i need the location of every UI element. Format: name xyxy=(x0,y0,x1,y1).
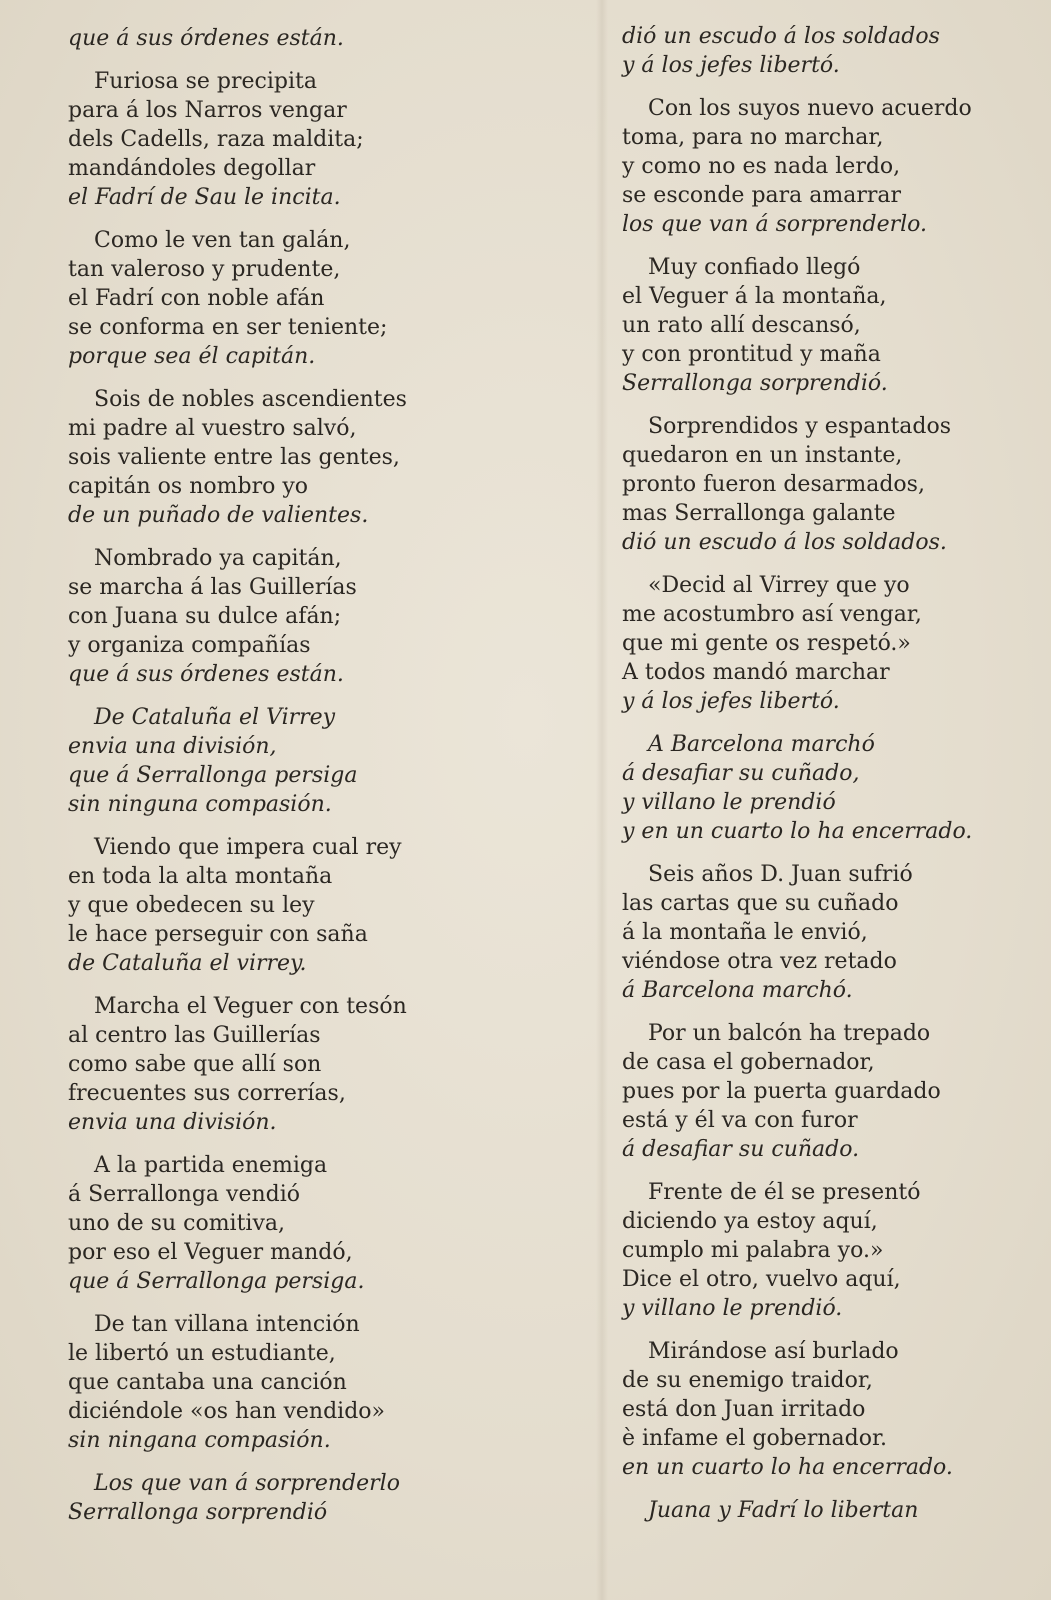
stanza xyxy=(622,1019,1002,1164)
verse-line: un rato allí descansó, xyxy=(622,313,861,338)
verse-line: á Serrallonga vendió xyxy=(68,1182,301,1207)
stanza xyxy=(622,860,1002,1005)
verse-line: mandándoles degollar xyxy=(68,156,316,181)
verse-line: y con prontitud y maña xyxy=(622,342,881,367)
verse-line: De Cataluña el Virrey xyxy=(94,705,336,730)
page-fold-shadow xyxy=(596,0,608,1600)
verse-line: por eso el Veguer mandó, xyxy=(68,1240,353,1265)
verse-line: el Fadrí con noble afán xyxy=(68,286,325,311)
stanza xyxy=(68,703,448,819)
verse-line: se conforma en ser teniente; xyxy=(68,315,388,340)
verse-line: á Barcelona marchó. xyxy=(622,978,853,1003)
verse-line: mas Serrallonga galante xyxy=(622,501,896,526)
verse-line: Con los suyos nuevo acuerdo xyxy=(648,96,972,121)
verse-line: Nombrado ya capitán, xyxy=(94,546,342,571)
verse-line: que á sus órdenes están. xyxy=(68,26,344,51)
verse-line: pronto fueron desarmados, xyxy=(622,472,925,497)
verse-line: y villano le prendió. xyxy=(622,1296,843,1321)
verse-line: dels Cadells, raza maldita; xyxy=(68,127,364,152)
verse-line: A la partida enemiga xyxy=(94,1153,328,1178)
verse-line: y en un cuarto lo ha encerrado. xyxy=(622,819,973,844)
stanza xyxy=(68,1151,448,1296)
verse-line: Serrallonga sorprendió. xyxy=(622,371,888,396)
verse-line: á la montaña le envió, xyxy=(622,920,868,945)
verse-line: le libertó un estudiante, xyxy=(68,1341,336,1366)
verse-line: el Fadrí de Sau le incita. xyxy=(68,185,341,210)
verse-line: para á los Narros vengar xyxy=(68,98,347,123)
verse-line: Sois de nobles ascendientes xyxy=(94,387,407,412)
verse-line: las cartas que su cuñado xyxy=(622,891,899,916)
verse-line: y organiza compañías xyxy=(68,633,311,658)
verse-line: Como le ven tan galán, xyxy=(94,228,351,253)
verse-line: tan valeroso y prudente, xyxy=(68,257,341,282)
verse-line: como sabe que allí son xyxy=(68,1052,322,1077)
stanza xyxy=(622,22,1002,80)
verse-line: el Veguer á la montaña, xyxy=(622,284,887,309)
verse-line: Por un balcón ha trepado xyxy=(648,1021,931,1046)
verse-line: cumplo mi palabra yo.» xyxy=(622,1238,884,1263)
verse-line: Seis años D. Juan sufrió xyxy=(648,862,913,887)
verse-line: toma, para no marchar, xyxy=(622,125,884,150)
verse-line: se marcha á las Guillerías xyxy=(68,575,357,600)
verse-line: frecuentes sus correrías, xyxy=(68,1081,346,1106)
verse-line: è infame el gobernador. xyxy=(622,1426,888,1451)
stanza xyxy=(622,253,1002,398)
verse-line: A Barcelona marchó xyxy=(648,732,875,757)
verse-line: envia una división, xyxy=(68,734,277,759)
verse-line: sois valiente entre las gentes, xyxy=(68,445,400,470)
stanza xyxy=(622,1496,1002,1525)
verse-line: porque sea él capitán. xyxy=(68,344,316,369)
verse-line: que á sus órdenes están. xyxy=(68,662,344,687)
verse-line: Muy confiado llegó xyxy=(648,255,861,280)
verse-line: dió un escudo á los soldados. xyxy=(622,530,947,555)
verse-line: de casa el gobernador, xyxy=(622,1050,875,1075)
verse-line: que á Serrallonga persiga xyxy=(68,763,358,788)
verse-line: mi padre al vuestro salvó, xyxy=(68,416,357,441)
verse-line: que cantaba una canción xyxy=(68,1370,347,1395)
verse-line: «Decid al Virrey que yo xyxy=(648,573,910,598)
verse-line: de su enemigo traidor, xyxy=(622,1368,873,1393)
verse-line: Juana y Fadrí lo libertan xyxy=(648,1498,919,1523)
stanza xyxy=(622,730,1002,846)
stanza xyxy=(68,226,448,371)
stanza xyxy=(68,992,448,1137)
verse-line: quedaron en un instante, xyxy=(622,443,903,468)
verse-line: con Juana su dulce afán; xyxy=(68,604,342,629)
verse-line: que á Serrallonga persiga. xyxy=(68,1269,365,1294)
verse-line: capitán os nombro yo xyxy=(68,474,308,499)
verse-line: pues por la puerta guardado xyxy=(622,1079,941,1104)
stanza xyxy=(622,94,1002,239)
verse-line: le hace perseguir con saña xyxy=(68,922,368,947)
verse-line: Furiosa se precipita xyxy=(94,69,317,94)
stanza xyxy=(68,385,448,530)
verse-line: sin ningana compasión. xyxy=(68,1428,331,1453)
stanza xyxy=(68,544,448,689)
stanza xyxy=(68,67,448,212)
verse-line: me acostumbro así vengar, xyxy=(622,602,922,627)
verse-line: viéndose otra vez retado xyxy=(622,949,897,974)
verse-line: diciendo ya estoy aquí, xyxy=(622,1209,878,1234)
verse-line: en toda la alta montaña xyxy=(68,864,333,889)
verse-line: De tan villana intención xyxy=(94,1312,360,1337)
verse-line: á desafiar su cuñado, xyxy=(622,761,860,786)
left-poem-column xyxy=(68,24,448,1541)
verse-line: sin ninguna compasión. xyxy=(68,792,332,817)
verse-line: que mi gente os respetó.» xyxy=(622,631,911,656)
verse-line: está don Juan irritado xyxy=(622,1397,866,1422)
stanza xyxy=(622,1178,1002,1323)
verse-line: diciéndole «os han vendido» xyxy=(68,1399,386,1424)
verse-line: en un cuarto lo ha encerrado. xyxy=(622,1455,953,1480)
verse-line: A todos mandó marchar xyxy=(622,660,890,685)
verse-line: y como no es nada lerdo, xyxy=(622,154,901,179)
verse-line: está y él va con furor xyxy=(622,1108,858,1133)
stanza xyxy=(68,1469,448,1527)
verse-line: Sorprendidos y espantados xyxy=(648,414,952,439)
stanza xyxy=(68,833,448,978)
verse-line: Viendo que impera cual rey xyxy=(94,835,402,860)
verse-line: Dice el otro, vuelvo aquí, xyxy=(622,1267,901,1292)
verse-line: Mirándose así burlado xyxy=(648,1339,899,1364)
verse-line: de un puñado de valientes. xyxy=(68,503,369,528)
verse-line: y que obedecen su ley xyxy=(68,893,315,918)
verse-line: uno de su comitiva, xyxy=(68,1211,286,1236)
verse-line: Los que van á sorprenderlo xyxy=(94,1471,400,1496)
stanza xyxy=(622,571,1002,716)
verse-line: de Cataluña el virrey. xyxy=(68,951,307,976)
stanza xyxy=(68,24,448,53)
verse-line: á desafiar su cuñado. xyxy=(622,1137,860,1162)
verse-line: y villano le prendió xyxy=(622,790,836,815)
verse-line: y á los jefes libertó. xyxy=(622,53,840,78)
stanza xyxy=(622,1337,1002,1482)
verse-line: envia una división. xyxy=(68,1110,277,1135)
verse-line: Frente de él se presentó xyxy=(648,1180,921,1205)
verse-line: al centro las Guillerías xyxy=(68,1023,321,1048)
stanza xyxy=(68,1310,448,1455)
verse-line: dió un escudo á los soldados xyxy=(622,24,940,49)
verse-line: Serrallonga sorprendió xyxy=(68,1500,328,1525)
stanza xyxy=(622,412,1002,557)
verse-line: Marcha el Veguer con tesón xyxy=(94,994,407,1019)
right-poem-column xyxy=(622,22,1002,1539)
verse-line: y á los jefes libertó. xyxy=(622,689,840,714)
verse-line: los que van á sorprenderlo. xyxy=(622,212,927,237)
verse-line: se esconde para amarrar xyxy=(622,183,902,208)
